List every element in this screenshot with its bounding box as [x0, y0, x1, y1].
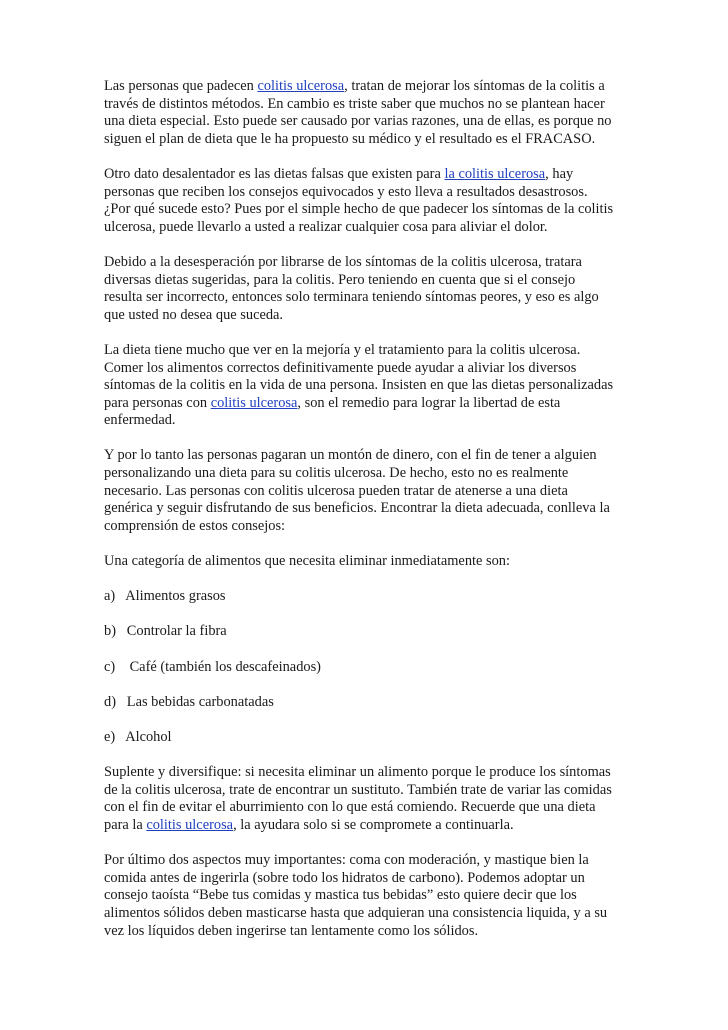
text-line: necesario. Las personas con colitis ulcerosa pueden tratar de atenerse a una dieta	[104, 482, 568, 499]
list-item	[104, 623, 634, 641]
text-line	[104, 395, 634, 413]
text-segment: para personas con	[104, 394, 211, 411]
paragraph-intro	[104, 78, 634, 148]
list-item	[104, 694, 634, 712]
list-item	[104, 729, 634, 747]
text-line: una dieta especial. Esto puede ser causado por varias razones, una de ellas, es porque no	[104, 113, 612, 130]
paragraph-diet-role	[104, 342, 634, 430]
paragraph-substitute	[104, 764, 634, 834]
text-line: Comer los alimentos correctos definitivamente puede ayudar a aliviar los diversos	[104, 359, 577, 376]
list-item	[104, 659, 634, 677]
text-segment: , hay	[545, 165, 574, 182]
text-line: ¿Por qué sucede esto? Pues por el simple hecho de que padecer los síntomas de la colitis	[104, 201, 614, 218]
text-segment: Otro dato desalentador es las dietas falsas que existen para	[104, 165, 445, 182]
list-marker: d)	[104, 693, 116, 710]
paragraph-false-diets	[104, 166, 634, 236]
text-line: La dieta tiene mucho que ver en la mejoría y el tratamiento para la colitis ulcerosa.	[104, 341, 581, 358]
list-item-text: Controlar la fibra	[126, 623, 227, 640]
text-line: comprensión de estos consejos:	[104, 517, 286, 534]
colitis-ulcerosa-link[interactable]: colitis ulcerosa	[257, 78, 345, 94]
text-line: Y por lo tanto las personas pagaran un montón de dinero, con el fin de tener a alguien	[104, 447, 597, 464]
text-line: diversas dietas sugeridas, para la colitis. Pero teniendo en cuenta que si el consejo	[104, 271, 576, 288]
text-line: vez los líquidos deben ingerirse tan lentamente como los sólidos.	[104, 922, 479, 939]
list-item	[104, 588, 634, 606]
text-line: resulta ser incorrecto, entonces solo terminara teniendo síntomas peores, y eso es algo	[104, 289, 599, 306]
text-segment: , la ayudara solo si se compromete a continuarla.	[233, 816, 514, 833]
text-line: enfermedad.	[104, 412, 176, 429]
text-line	[104, 78, 634, 96]
text-line: que usted no desea que suceda.	[104, 306, 284, 323]
list-marker: a)	[104, 588, 116, 605]
text-line: de la colitis ulcerosa, trate de encontrar un sustituto. También trate de variar las comidas	[104, 781, 612, 798]
text-line: síntomas de la colitis en la vida de una persona. Insisten en que las dietas personalizadas	[104, 377, 614, 394]
list-item-text: Café (también los descafeinados)	[129, 658, 321, 675]
text-line	[104, 817, 634, 835]
text-segment: , son el remedio para lograr la libertad de esta	[297, 394, 561, 411]
text-line: con el fin de evitar el aburrimiento con lo que está comiendo. Recuerde que una dieta	[104, 799, 596, 816]
text-line: comida antes de ingerirla (sobre todo los hidratos de carbono). Podemos adoptar un	[104, 869, 585, 886]
list-item-text: Alimentos grasos	[125, 588, 226, 605]
text-line: consejo taoísta “Bebe tus comidas y mastica tus bebidas” esto quiere decir que los	[104, 887, 577, 904]
document-page	[104, 78, 634, 958]
list-marker: b)	[104, 623, 116, 640]
list-marker: e)	[104, 728, 116, 745]
paragraph-final-advice	[104, 852, 634, 940]
text-segment: para la	[104, 816, 147, 833]
text-line: ulcerosa, puede llevarlo a usted a realizar cualquier cosa para aliviar el dolor.	[104, 218, 548, 235]
text-line: siguen el plan de dieta que le ha propuesto su médico y el resultado es el FRACASO.	[104, 130, 596, 147]
colitis-ulcerosa-link[interactable]: colitis ulcerosa	[210, 394, 298, 411]
text-line: genérica y seguir disfrutando de sus beneficios. Encontrar la dieta adecuada, conlleva la	[104, 500, 610, 517]
text-line: alimentos sólidos deben masticarse hasta que adquieran una consistencia liquida, y a su	[104, 904, 608, 921]
text-segment: Las personas que padecen	[104, 78, 258, 94]
text-segment: , tratan de mejorar los síntomas de la colitis a	[344, 78, 605, 94]
text-line	[104, 166, 634, 184]
text-line: través de distintos métodos. En cambio es triste saber que muchos no se plantean hacer	[104, 95, 605, 112]
list-marker: c)	[104, 658, 116, 675]
list-item-text: Las bebidas carbonatadas	[126, 693, 274, 710]
text-line: Debido a la desesperación por librarse de los síntomas de la colitis ulcerosa, tratara	[104, 253, 582, 270]
list-item-text: Alcohol	[125, 728, 172, 745]
text-line: personas que reciben los consejos equivocados y esto lleva a resultados desastrosos.	[104, 183, 588, 200]
paragraph-desperation	[104, 254, 634, 324]
food-list	[104, 588, 634, 746]
paragraph-list-intro: Una categoría de alimentos que necesita eliminar inmediatamente son:	[104, 553, 510, 570]
text-line: Por último dos aspectos muy importantes: coma con moderación, y mastique bien la	[104, 852, 589, 869]
la-colitis-ulcerosa-link[interactable]: la colitis ulcerosa	[444, 165, 546, 182]
text-line: personalizando una dieta para su colitis ulcerosa. De hecho, esto no es realmente	[104, 465, 569, 482]
text-line: Suplente y diversifique: si necesita eliminar un alimento porque le produce los síntomas	[104, 764, 611, 781]
paragraph-cost	[104, 447, 634, 535]
colitis-ulcerosa-link[interactable]: colitis ulcerosa	[146, 816, 234, 833]
